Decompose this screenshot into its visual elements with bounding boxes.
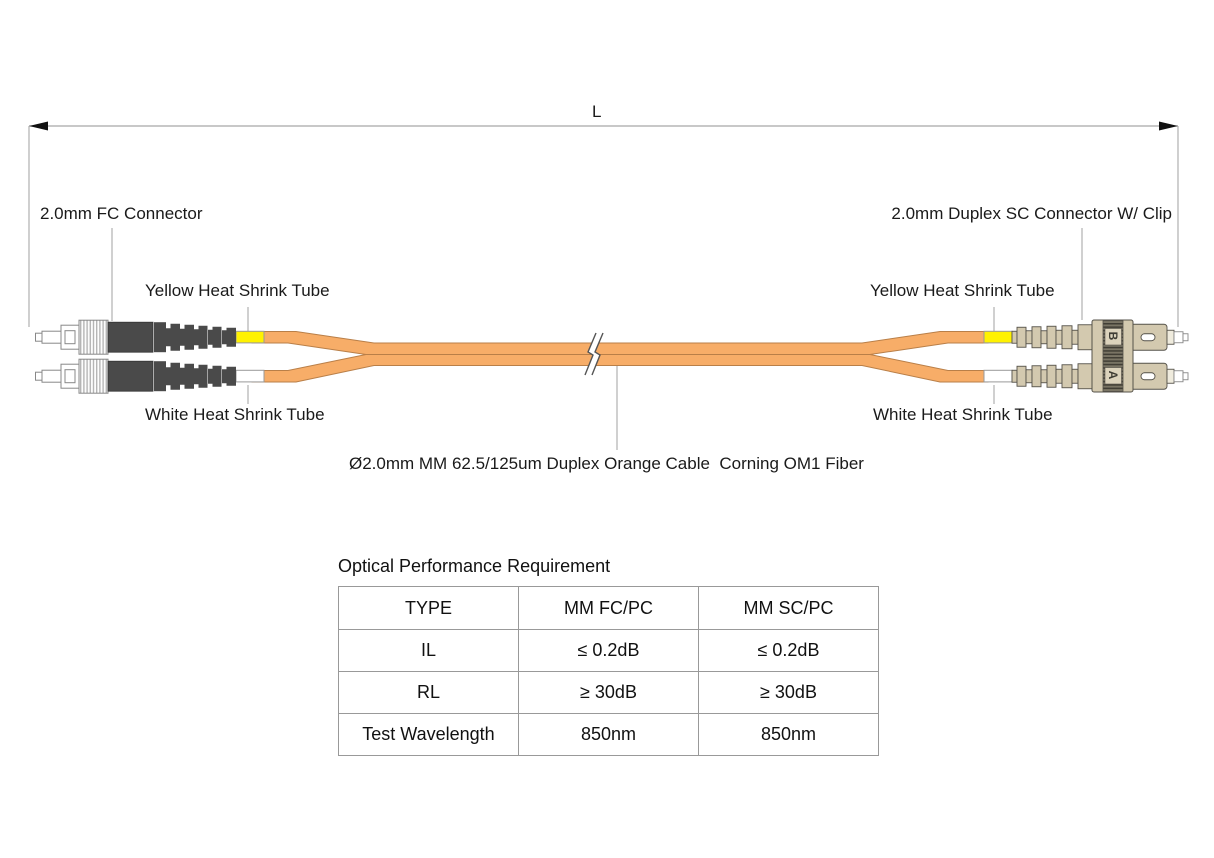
duplex-cable — [252, 332, 988, 383]
dimension-label: L — [592, 102, 602, 121]
cable-fiber-bottom — [252, 355, 988, 383]
clip-letter-a: A — [1106, 370, 1120, 380]
row-il-label: IL — [339, 630, 519, 672]
label-fc-connector: 2.0mm FC Connector — [40, 204, 203, 223]
label-yellow-tube-right: Yellow Heat Shrink Tube — [870, 281, 1055, 300]
white-tube-right — [984, 370, 1012, 382]
row-rl-sc: ≥ 30dB — [699, 672, 879, 714]
table-title: Optical Performance Requirement — [338, 556, 611, 576]
header-fc: MM FC/PC — [519, 587, 699, 630]
label-white-tube-right: White Heat Shrink Tube — [873, 405, 1053, 424]
label-cable-spec: Ø2.0mm MM 62.5/125um Duplex Orange Cable Corning OM1 Fiber — [349, 454, 864, 473]
table-row — [339, 714, 879, 756]
yellow-tube-left — [236, 331, 264, 343]
table-row — [339, 672, 879, 714]
row-wavelength-sc: 850nm — [699, 714, 879, 756]
row-rl-fc: ≥ 30dB — [519, 672, 699, 714]
row-wavelength-fc: 850nm — [519, 714, 699, 756]
row-il-sc: ≤ 0.2dB — [699, 630, 879, 672]
row-wavelength-label: Test Wavelength — [339, 714, 519, 756]
header-type: TYPE — [339, 587, 519, 630]
row-rl-label: RL — [339, 672, 519, 714]
dimension-arrow-right — [1159, 122, 1178, 131]
optical-performance-table — [338, 586, 879, 756]
label-sc-connector: 2.0mm Duplex SC Connector W/ Clip — [891, 204, 1172, 223]
row-il-fc: ≤ 0.2dB — [519, 630, 699, 672]
white-tube-left — [236, 370, 264, 382]
fc-connector-bottom — [36, 359, 237, 393]
header-sc: MM SC/PC — [699, 587, 879, 630]
label-white-tube-left: White Heat Shrink Tube — [145, 405, 325, 424]
table-header-row — [339, 587, 879, 630]
cable-fiber-top — [252, 332, 988, 355]
label-yellow-tube-left: Yellow Heat Shrink Tube — [145, 281, 330, 300]
dimension-arrow-left — [29, 122, 48, 131]
clip-letter-b: B — [1106, 331, 1120, 341]
fc-connector-top — [36, 320, 237, 354]
table-row — [339, 630, 879, 672]
yellow-tube-right — [984, 331, 1012, 343]
